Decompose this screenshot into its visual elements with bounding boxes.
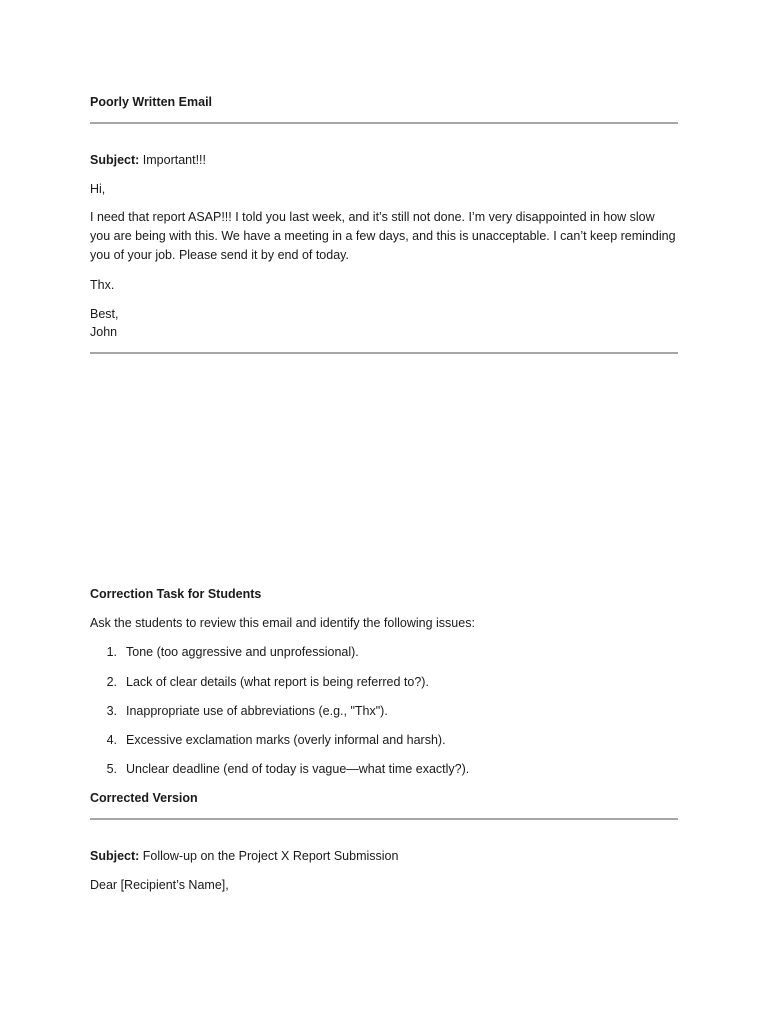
subject-value: Follow-up on the Project X Report Submission <box>139 849 399 863</box>
list-number: 3. <box>106 704 117 718</box>
task-intro: Ask the students to review this email and identify the following issues: <box>90 616 475 630</box>
list-text: Tone (too aggressive and unprofessional). <box>126 645 359 659</box>
task-heading: Correction Task for Students <box>90 587 262 601</box>
list-item <box>90 731 678 749</box>
corrected-subject <box>90 847 398 865</box>
list-text: Lack of clear details (what report is being referred to?). <box>126 675 429 689</box>
list-text: Excessive exclamation marks (overly informal and harsh). <box>126 733 446 747</box>
subject-label: Subject: <box>90 849 140 863</box>
list-number: 2. <box>106 675 117 689</box>
poor-email-signature: John <box>90 325 118 339</box>
list-text: Inappropriate use of abbreviations (e.g., "Thx"). <box>126 704 388 718</box>
list-item <box>90 702 678 720</box>
list-number: 5. <box>106 762 117 776</box>
corrected-greeting: Dear [Recipient’s Name], <box>90 878 229 892</box>
poor-email-body: I need that report ASAP!!! I told you last week, and it’s still not done. I’m very disappointed in how slow you are being with this. We have a meeting in a few days, and this is unacceptable. I can’t keep reminding you of your job. Please send it by end of today. <box>90 210 676 262</box>
corrected-heading: Corrected Version <box>90 791 198 805</box>
divider-corrected <box>90 818 678 820</box>
subject-label: Subject: <box>90 153 140 167</box>
divider-top <box>90 122 678 124</box>
divider-bottom <box>90 352 678 354</box>
list-number: 4. <box>106 733 117 747</box>
list-number: 1. <box>106 645 117 659</box>
poor-email-subject <box>90 151 206 169</box>
subject-value: Important!!! <box>139 153 207 167</box>
list-item <box>90 760 678 778</box>
list-text: Unclear deadline (end of today is vague—what time exactly?). <box>126 762 470 776</box>
document-page <box>90 0 678 1024</box>
poor-email-greeting: Hi, <box>90 182 106 196</box>
poor-email-signoff: Best, <box>90 307 119 321</box>
poor-email-thanks: Thx. <box>90 278 115 292</box>
list-item <box>90 673 678 691</box>
list-item <box>90 643 678 661</box>
poor-email-heading: Poorly Written Email <box>90 95 213 109</box>
